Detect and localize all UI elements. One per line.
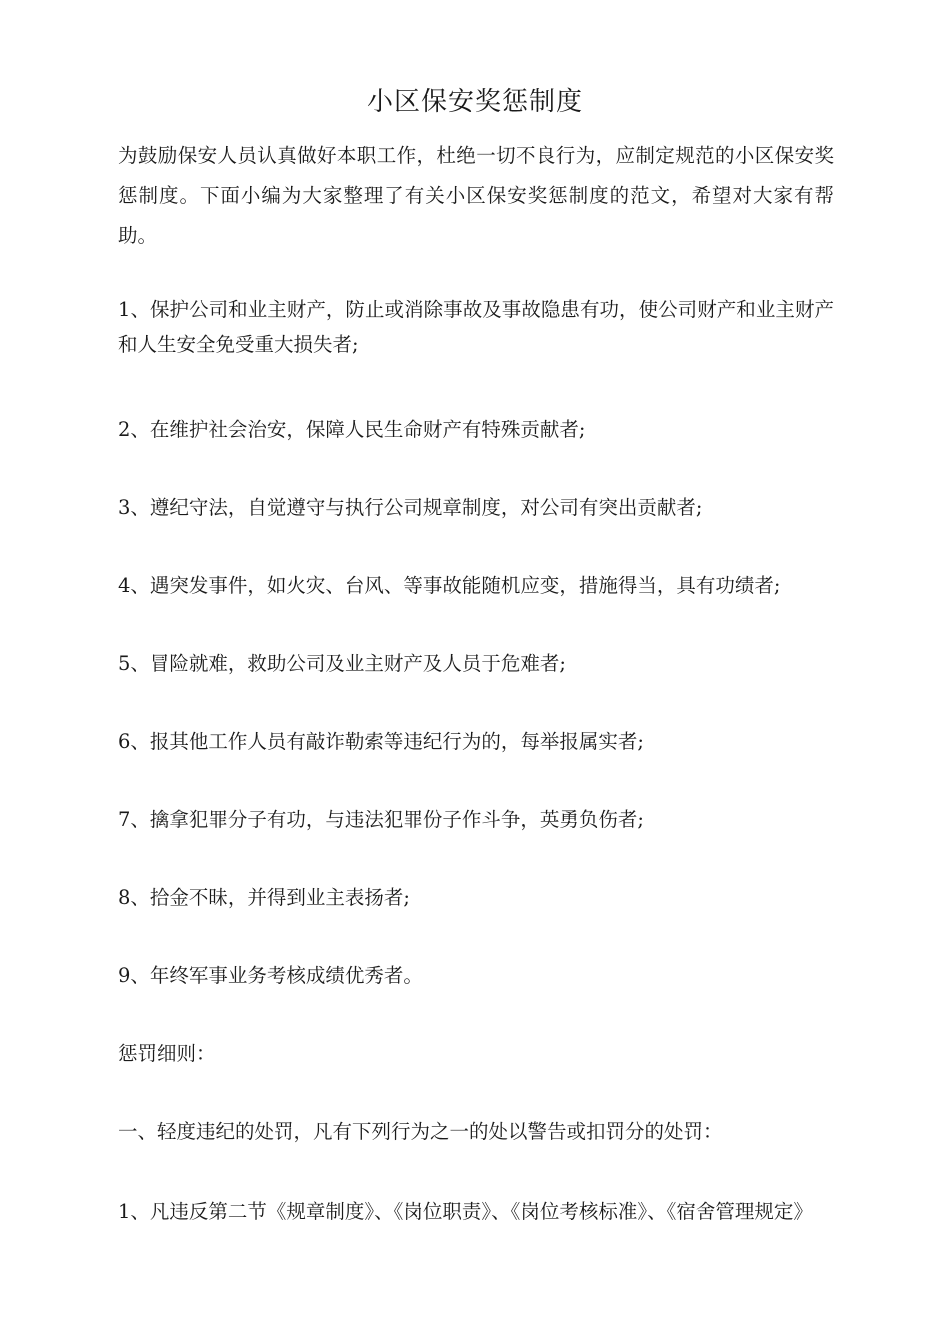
reward-item-5: 5、冒险就难，救助公司及业主财产及人员于危难者; [118, 652, 566, 675]
reward-item-3: 3、遵纪守法，自觉遵守与执行公司规章制度，对公司有突出贡献者; [118, 496, 703, 519]
penalty-heading: 惩罚细则： [118, 1042, 216, 1065]
intro-paragraph: 为鼓励保安人员认真做好本职工作，杜绝一切不良行为，应制定规范的小区保安奖惩制度。下面小编为大家整理了有关小区保安奖惩制度的范文，希望对大家有帮助。 [118, 144, 834, 247]
penalty-item-1: 1、凡违反第二节《规章制度》、《岗位职责》、《岗位考核标准》、《宿舍管理规定》 [118, 1200, 813, 1223]
reward-item-7: 7、擒拿犯罪分子有功，与违法犯罪份子作斗争，英勇负伤者; [118, 808, 644, 831]
reward-item-1: 1、保护公司和业主财产，防止或消除事故及事故隐患有功，使公司财产和业主财产和人生安全免受重大损失者; [118, 298, 834, 356]
reward-item-8: 8、拾金不昧，并得到业主表扬者; [118, 886, 410, 909]
reward-item-6: 6、报其他工作人员有敲诈勒索等违纪行为的，每举报属实者; [118, 730, 644, 753]
document-title: 小区保安奖惩制度 [366, 87, 583, 117]
reward-item-4: 4、遇突发事件，如火灾、台风、等事故能随机应变，措施得当，具有功绩者; [118, 574, 781, 597]
reward-item-2: 2、在维护社会治安，保障人民生命财产有特殊贡献者; [118, 418, 586, 441]
reward-item-9: 9、年终军事业务考核成绩优秀者。 [118, 964, 423, 987]
penalty-section-1: 一、轻度违纪的处罚，凡有下列行为之一的处以警告或扣罚分的处罚： [118, 1120, 723, 1143]
